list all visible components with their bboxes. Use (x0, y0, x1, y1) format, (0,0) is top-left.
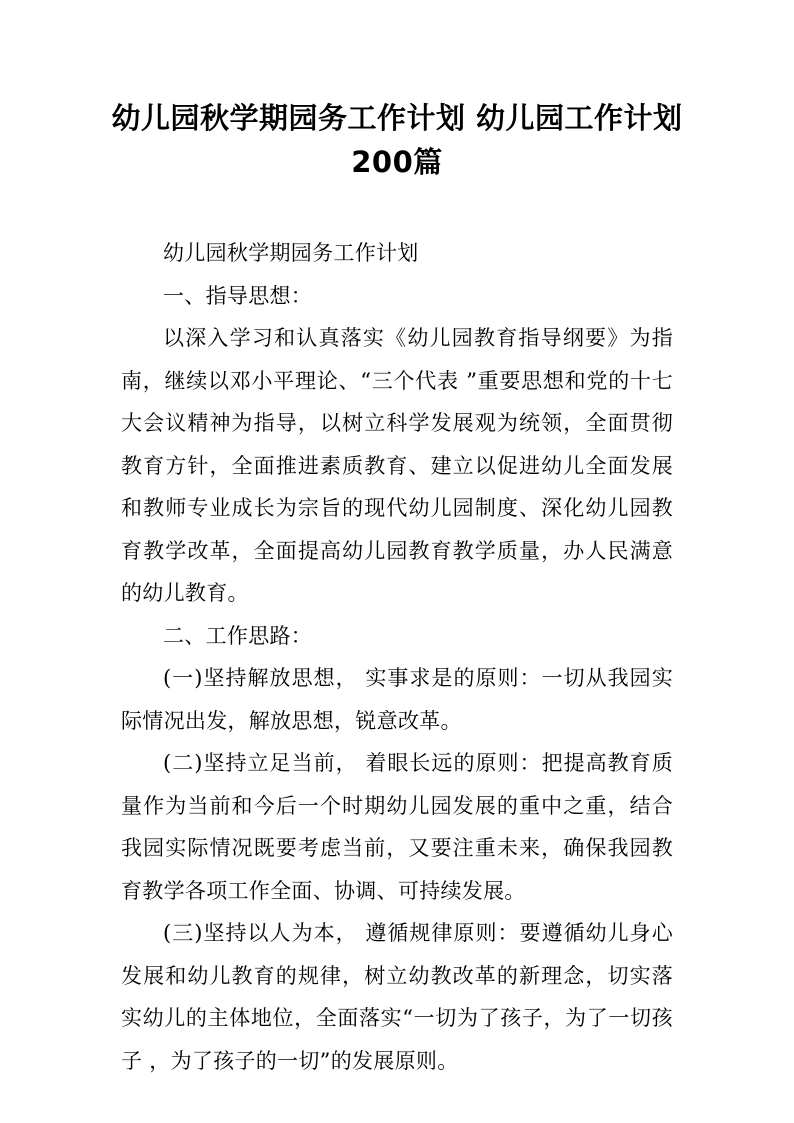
document-title: 幼儿园秋学期园务工作计划 幼儿园工作计划200篇 (111, 101, 683, 179)
document-body (121, 232, 673, 1082)
section-heading-work-approach: 二、工作思路： (163, 623, 313, 648)
paragraph-principle-3: (三)坚持以人为本， 遵循规律原则：要遵循幼儿身心发展和幼儿教育的规律，树立幼教改革的新理念，切实落实幼儿的主体地位，全面落实“一切为了孩子，为了一切孩子 ，为了孩子的一切”的发展原则。 (121, 921, 673, 1073)
paragraph-principle-2: (二)坚持立足当前， 着眼长远的原则：把提高教育质量作为当前和今后一个时期幼儿园发展的重中之重，结合我园实际情况既要考虑当前，又要注重未来，确保我园教育教学各项工作全面、协调、可持续发展。 (121, 751, 673, 903)
section-heading-plan-name: 幼儿园秋学期园务工作计划 (163, 241, 419, 265)
section-heading-guiding-ideology: 一、指导思想： (163, 283, 313, 308)
paragraph-guiding-ideology: 以深入学习和认真落实《幼儿园教育指导纲要》为指南，继续以邓小平理论、“三个代表 ”重要思想和党的十七大会议精神为指导，以树立科学发展观为统领，全面贯彻教育方针，全面推进素质教育、建立以促进幼儿全面发展和教师专业成长为宗旨的现代幼儿园制度、深化幼儿园教育教学改革，全面提高幼儿园教育教学质量，办人民满意的幼儿教育。 (121, 326, 673, 605)
paragraph-principle-1: (一)坚持解放思想， 实事求是的原则：一切从我园实际情况出发，解放思想，锐意改革。 (121, 666, 673, 733)
